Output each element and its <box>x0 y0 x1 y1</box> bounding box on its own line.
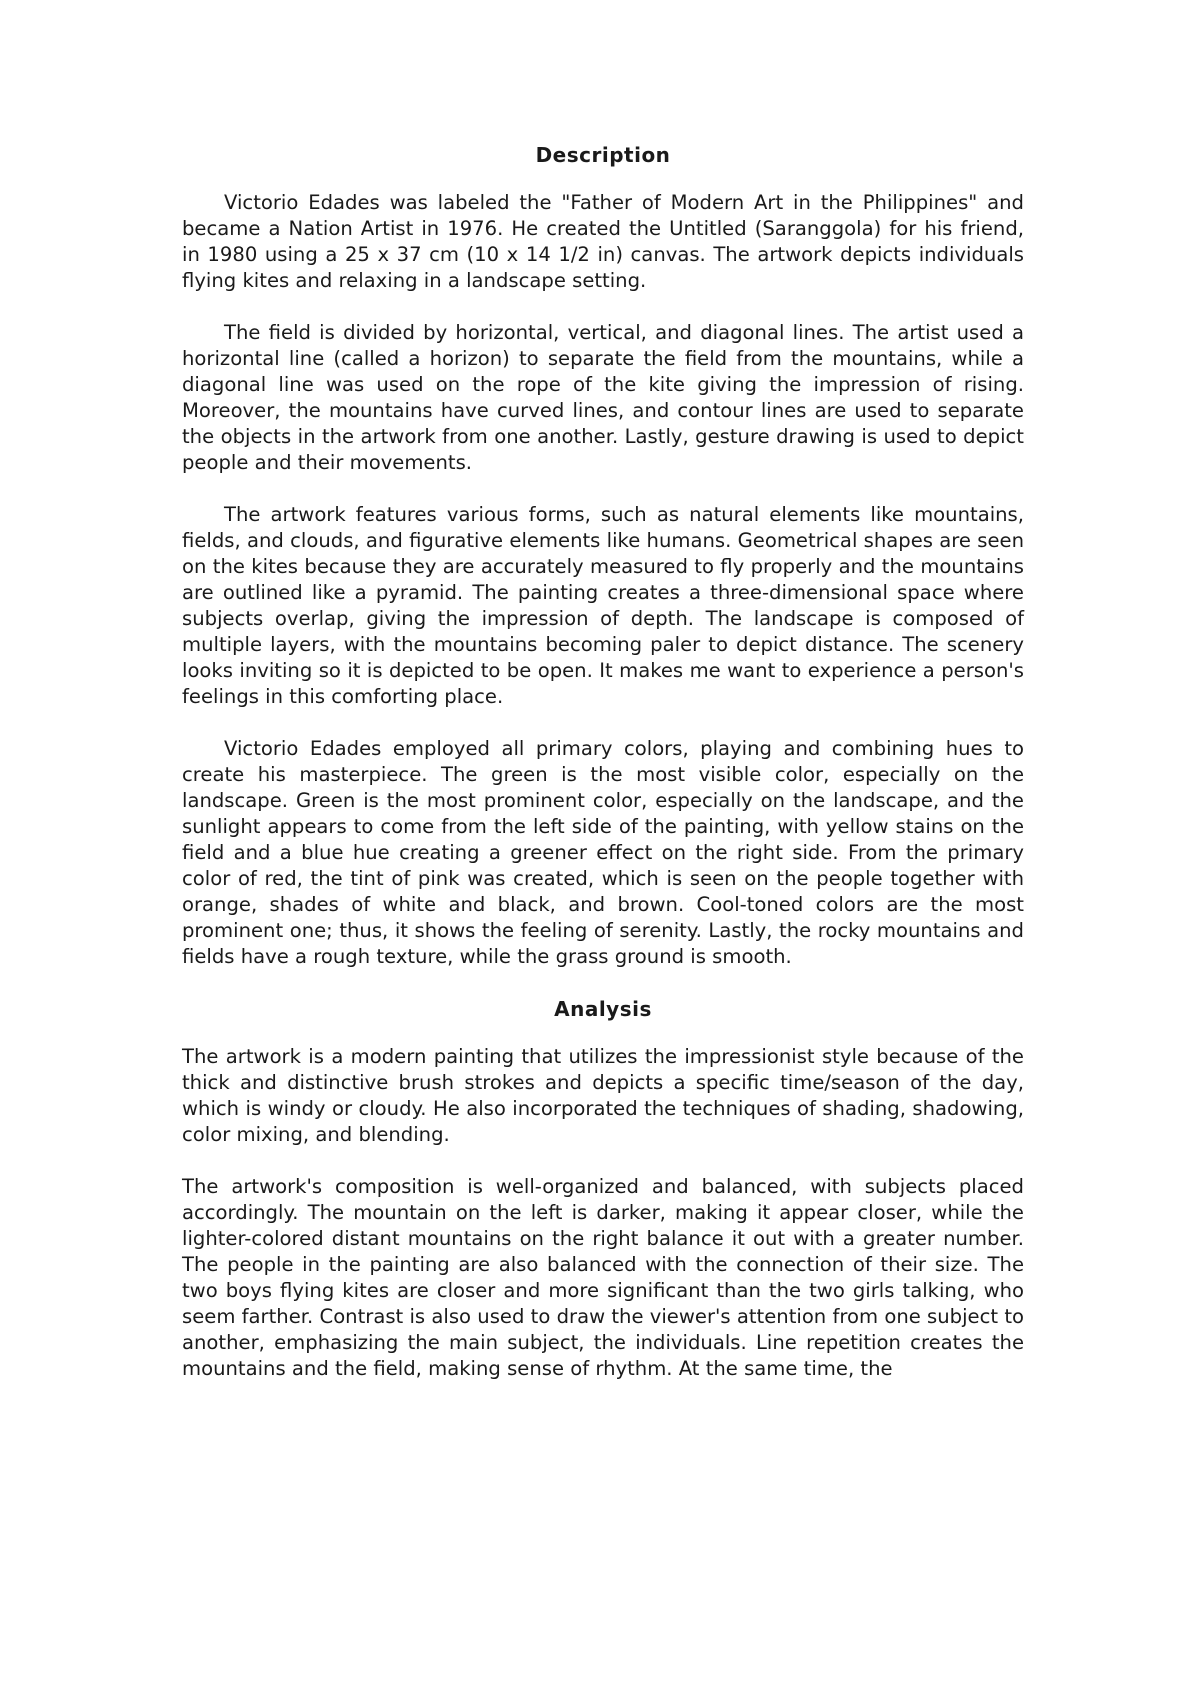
analysis-heading: Analysis <box>554 997 652 1021</box>
description-paragraph: Victorio Edades was labeled the "Father of Modern Art in the Philippines" and became a Nation Artist in 1976. He created the Untitled (Saranggola) for his friend, in 1980 using a 25 x 37 cm (10 x 14 1/2 in) canvas. The artwork depicts individuals flying kites and relaxing in a landscape setting. <box>182 191 1024 292</box>
description-paragraph: The artwork features various forms, such as natural elements like mountains, fields, and clouds, and figurative elements like humans. Geometrical shapes are seen on the kites because they are accurately measured to fly properly and the mountains are outlined like a pyramid. The painting creates a three-dimensional space where subjects overlap, giving the impression of depth. The landscape is composed of multiple layers, with the mountains becoming paler to depict distance. The scenery looks inviting so it is depicted to be open. It makes me want to experience a person's feelings in this comforting place. <box>182 503 1024 708</box>
document-page <box>182 140 1024 1382</box>
analysis-paragraph: The artwork is a modern painting that utilizes the impressionist style because of the thick and distinctive brush strokes and depicts a specific time/season of the day, which is windy or cloudy. He also incorporated the techniques of shading, shadowing, color mixing, and blending. <box>182 1045 1024 1146</box>
analysis-paragraph: The artwork's composition is well-organized and balanced, with subjects placed accordingly. The mountain on the left is darker, making it appear closer, while the lighter-colored distant mountains on the right balance it out with a greater number. The people in the painting are also balanced with the connection of their size. The two boys flying kites are closer and more significant than the two girls talking, who seem farther. Contrast is also used to draw the viewer's attention from one subject to another, emphasizing the main subject, the individuals. Line repetition creates the mountains and the field, making sense of rhythm. At the same time, the <box>182 1175 1024 1380</box>
description-paragraph: The field is divided by horizontal, vertical, and diagonal lines. The artist used a horizontal line (called a horizon) to separate the field from the mountains, while a diagonal line was used on the rope of the kite giving the impression of rising. Moreover, the mountains have curved lines, and contour lines are used to separate the objects in the artwork from one another. Lastly, gesture drawing is used to depict people and their movements. <box>182 321 1024 474</box>
description-paragraph: Victorio Edades employed all primary colors, playing and combining hues to create his masterpiece. The green is the most visible color, especially on the landscape. Green is the most prominent color, especially on the landscape, and the sunlight appears to come from the left side of the painting, with yellow stains on the field and a blue hue creating a greener effect on the right side. From the primary color of red, the tint of pink was created, which is seen on the people together with orange, shades of white and black, and brown. Cool-toned colors are the most prominent one; thus, it shows the feeling of serenity. Lastly, the rocky mountains and fields have a rough texture, while the grass ground is smooth. <box>182 737 1024 968</box>
description-heading: Description <box>535 143 671 167</box>
